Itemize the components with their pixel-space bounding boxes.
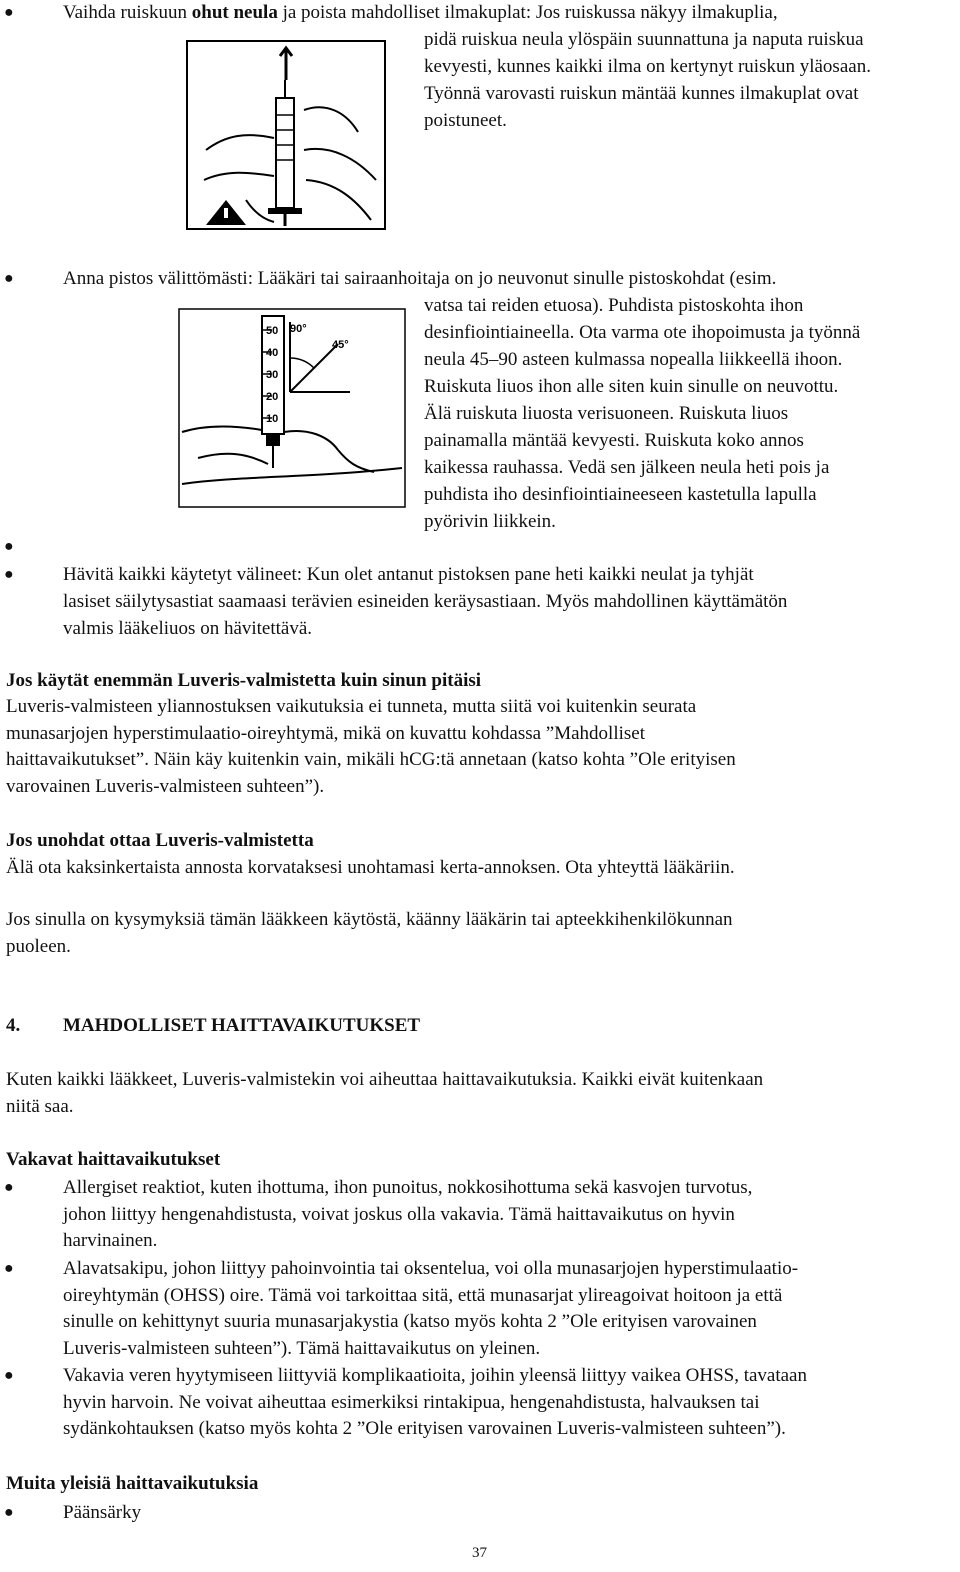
overdose-line: haittavaikutukset”. Näin käy kuitenkin vain, mikäli hCG:tä annetaan (katso kohta ”Ole erityisen — [6, 749, 736, 770]
overdose-heading: Jos käytät enemmän Luveris-valmistetta kuin sinun pitäisi — [6, 670, 482, 691]
step2-line: Ruiskuta liuos ihon alle siten kuin sinulle on neuvottu. — [424, 376, 839, 397]
serious-item-line: sydänkohtauksen (katso myös kohta 2 ”Ole erityisen varovainen Luveris-valmisteen suhteen”). — [63, 1418, 786, 1439]
step2-line: pyörivin liikkein. — [424, 511, 556, 532]
bullet: ● — [4, 1179, 14, 1196]
step3-line: Hävitä kaikki käytetyt välineet: Kun olet antanut pistoksen pane heti kaikki neulat ja tyhjät — [63, 564, 754, 585]
serious-heading: Vakavat haittavaikutukset — [6, 1149, 221, 1170]
bullet: ● — [4, 538, 14, 555]
serious-item-line: Allergiset reaktiot, kuten ihottuma, ihon punoitus, nokkosihottuma sekä kasvojen turvotus, — [63, 1177, 753, 1198]
warning-icon — [206, 200, 246, 225]
forgot-line: Älä ota kaksinkertaista annosta korvataksesi unohtamasi kerta-annoksen. Ota yhteyttä lääkäriin. — [6, 857, 735, 878]
step2-line: vatsa tai reiden etuosa). Puhdista pistoskohta ihon — [424, 295, 804, 316]
scale-label: 30 — [266, 369, 279, 381]
overdose-line: Luveris-valmisteen yliannostuksen vaikutuksia ei tunneta, mutta siitä voi kuitenkin seurata — [6, 696, 697, 717]
serious-item-line: johon liittyy hengenahdistusta, voivat joskus olla vakavia. Tämä haittavaikutus on hyvin — [63, 1204, 735, 1225]
serious-item-line: sinulle on kehittynyt suuria munasarjakystia (katso myös kohta 2 ”Ole erityisen varovainen — [63, 1311, 757, 1332]
scale-label: 40 — [266, 347, 279, 359]
serious-item-line: Vakavia veren hyytymiseen liittyviä komplikaatioita, joihin yleensä liittyy vaikea OHSS, tavataan — [63, 1365, 807, 1386]
step1-line: Työnnä varovasti ruiskun mäntää kunnes ilmakuplat ovat — [424, 83, 859, 104]
step3-line: valmis lääkeliuos on hävitettävä. — [63, 618, 313, 639]
bullet: ● — [4, 566, 14, 583]
scale-label: 20 — [266, 391, 279, 403]
common-heading: Muita yleisiä haittavaikutuksia — [6, 1473, 259, 1494]
injection-angle-illustration — [178, 308, 406, 508]
overdose-line: varovainen Luveris-valmisteen suhteen”). — [6, 776, 325, 797]
common-item: Päänsärky — [63, 1502, 142, 1523]
illustration-frame — [179, 309, 405, 507]
section-intro-line: niitä saa. — [6, 1096, 74, 1117]
step2-line: kaikessa rauhassa. Vedä sen jälkeen neula heti pois ja — [424, 457, 830, 478]
bullet: ● — [4, 1260, 14, 1277]
angle-90-label: 90° — [290, 323, 307, 335]
syringe-tap-illustration — [186, 40, 386, 230]
scale-label: 50 — [266, 325, 279, 337]
step2-line: Älä ruiskuta liuosta verisuoneen. Ruiskuta liuos — [424, 403, 789, 424]
angle-45-label: 45° — [332, 339, 349, 351]
step2-line: desinfiointiaineella. Ota varma ote ihopoimusta ja työnnä — [424, 322, 861, 343]
section-number: 4. — [6, 1015, 21, 1036]
step1-first-line — [63, 2, 778, 24]
questions-line: puoleen. — [6, 936, 71, 957]
overdose-line: munasarjojen hyperstimulaatio-oireyhtymä, mikä on kuvattu kohdassa ”Mahdolliset — [6, 723, 645, 744]
bullet: ● — [4, 1367, 14, 1384]
serious-item-line: harvinainen. — [63, 1230, 158, 1251]
bullet: ● — [4, 1504, 14, 1521]
step2-line: neula 45–90 asteen kulmassa nopealla liikkeellä ihoon. — [424, 349, 843, 370]
arrow-up-icon — [280, 48, 292, 80]
step3-line: lasiset säilytysastiat saamaasi terävien esineiden keräysastiaan. Myös mahdollinen käyttämätön — [63, 591, 788, 612]
step2-first-line: Anna pistos välittömästi: Lääkäri tai sairaanhoitaja on jo neuvonut sinulle pistoskohdat (esim. — [63, 268, 777, 289]
serious-item-line: oireyhtymän (OHSS) oire. Tämä voi tarkoittaa sitä, että munasarjat ylireagoivat hoitoon ja että — [63, 1285, 783, 1306]
step2-line: puhdista iho desinfiointiaineeseen kastetulla lapulla — [424, 484, 817, 505]
step1-line: kevyesti, kunnes kaikki ilma on kertynyt ruiskun yläosaan. — [424, 56, 871, 77]
step1-bold-word: ohut neula — [191, 2, 278, 23]
step2-line: painamalla mäntää kevyesti. Ruiskuta koko annos — [424, 430, 804, 451]
step1-rest: ja poista mahdolliset ilmakuplat: Jos ruiskussa näkyy ilmakuplia, — [277, 2, 778, 23]
step1-line: pidä ruiskua neula ylöspäin suunnattuna ja naputa ruiskua — [424, 29, 864, 50]
forgot-heading: Jos unohdat ottaa Luveris-valmistetta — [6, 830, 314, 851]
serious-item-line: hyvin harvoin. Ne voivat aiheuttaa esimerkiksi rintakipua, hengenahdistusta, halvauksen tai — [63, 1392, 760, 1413]
bullet: ● — [4, 4, 14, 21]
section-title: MAHDOLLISET HAITTAVAIKUTUKSET — [63, 1015, 421, 1036]
questions-line: Jos sinulla on kysymyksiä tämän lääkkeen käytöstä, käänny lääkärin tai apteekkihenkilökunnan — [6, 909, 733, 930]
step1-line: poistuneet. — [424, 110, 507, 131]
bullet: ● — [4, 270, 14, 287]
serious-item-line: Alavatsakipu, johon liittyy pahoinvointia tai oksentelua, voi olla munasarjojen hyperstimulaatio- — [63, 1258, 799, 1279]
serious-item-line: Luveris-valmisteen suhteen”). Tämä haittavaikutus on yleinen. — [63, 1338, 541, 1359]
syringe-icon — [268, 80, 302, 226]
hand-icon — [182, 427, 402, 485]
section-intro-line: Kuten kaikki lääkkeet, Luveris-valmistekin voi aiheuttaa haittavaikutuksia. Kaikki eivät kuitenkaan — [6, 1069, 764, 1090]
step1-prefix: Vaihda ruiskuun — [63, 2, 192, 23]
page-number: 37 — [472, 1545, 487, 1561]
scale-label: 10 — [266, 413, 279, 425]
